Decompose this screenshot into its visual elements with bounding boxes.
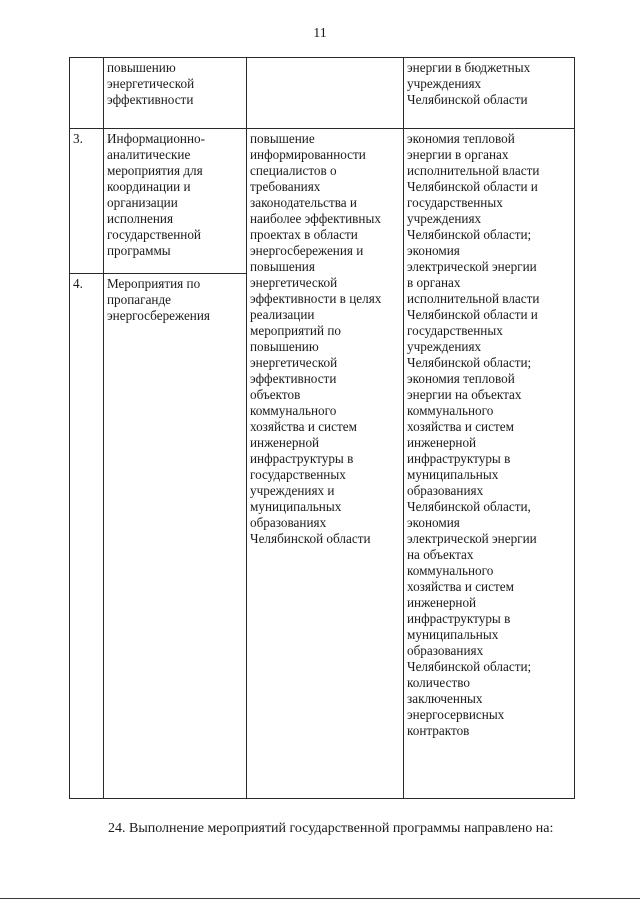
measures-table [69, 57, 575, 799]
table-cell-measure [104, 274, 247, 799]
row-number [70, 129, 104, 274]
goal-text: повышение информированности специалистов о требованиях законодательства и наиболее эффективных проектах в области энергосбережения и повышения энергетической эффективности в целях реализации мероприятий по повышению энергетической эффективности объектов коммунального хозяйства и систем инженерной инфраструктуры в государственных учреждениях и муниципальных образованиях Челябинской области [250, 131, 382, 546]
measure-text: Информационно- аналитические мероприятия для координации и организации исполнения государственной программы [107, 131, 206, 258]
measure-text: повышению энергетической эффективности [107, 60, 195, 107]
table-cell-measure [104, 129, 247, 274]
paragraph-24: 24. Выполнение мероприятий государственной программы направлено на: [108, 821, 554, 836]
page-number: 11 [313, 26, 327, 41]
row-number [70, 274, 104, 799]
table-cell-result-merged [404, 129, 575, 799]
result-text: экономия тепловой энергии в органах исполнительной власти Челябинской области и государственных учреждениях Челябинской области; экономия электрической энергии в органах исполнительной власти Челябинской области и государственных учреждениях Челябинской области; экономия тепловой энергии на объектах коммунального хозяйства и систем инженерной инфраструктуры в муниципальных образованиях Челябинской области, экономия электрической энергии на объектах коммунального хозяйства и систем инженерной инфраструктуры в муниципальных образованиях Челябинской области; количество заключенных энергосервисных контрактов [407, 131, 540, 738]
table-row-continued [70, 58, 575, 129]
table-cell-result [404, 58, 575, 129]
measure-text: Мероприятия по пропаганде энергосбережения [107, 276, 210, 323]
table-cell-number [70, 58, 104, 129]
table-cell-goal [247, 58, 404, 129]
result-text: энергии в бюджетных учреждениях Челябинской области [407, 60, 531, 107]
table-cell-measure [104, 58, 247, 129]
table-cell-goal-merged [247, 129, 404, 799]
table-row-3 [70, 129, 575, 274]
bottom-rule [0, 898, 640, 899]
row-number-text: 4. [73, 276, 83, 291]
row-number-text: 3. [73, 131, 83, 146]
